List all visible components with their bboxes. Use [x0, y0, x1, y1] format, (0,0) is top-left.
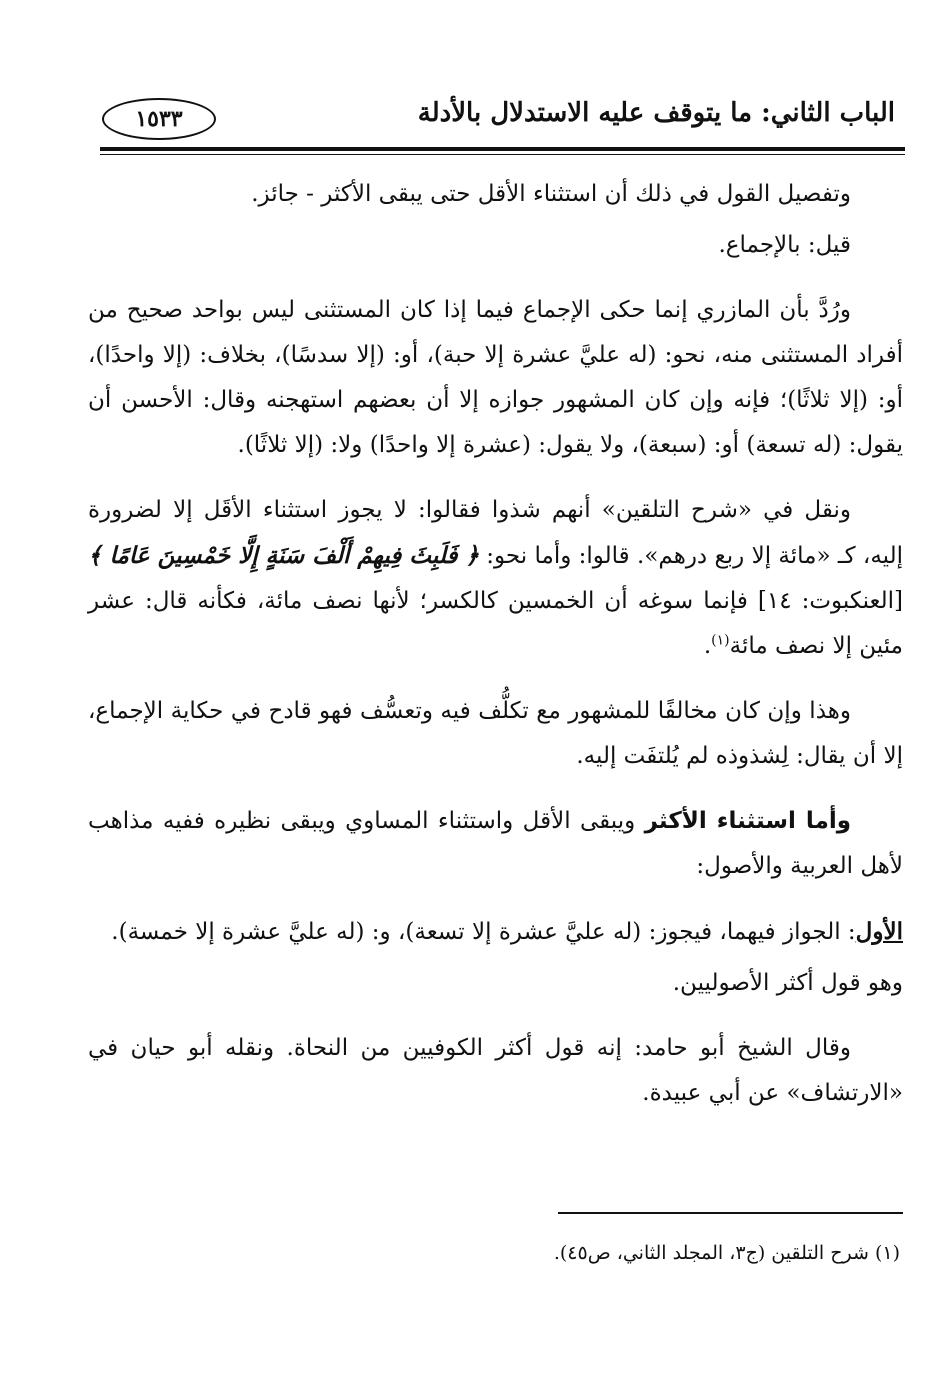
paragraph-6-lead: وأما استثناء الأكثر — [644, 808, 851, 834]
header-rule-thick — [100, 147, 905, 151]
paragraph-2: قيل: بالإجماع. — [718, 232, 851, 258]
header-rule-thin — [100, 154, 905, 155]
paragraph-6 — [88, 799, 903, 889]
paragraph-7-lead: الأول — [855, 918, 903, 945]
paragraph-4-text: ونقل في «شرح التلقين» أنهم شذوا فقالوا: لا يجوز استثناء الأقَل إلا لضرورة إليه، كـ «مائة إلا ربع درهم». قالوا: وأما نحو: — [88, 497, 903, 569]
chapter-title: الباب الثاني: ما يتوقف عليه الاستدلال بالأدلة — [417, 98, 895, 128]
paragraph-4-end: . — [703, 633, 712, 659]
paragraph-9: وقال الشيخ أبو حامد: إنه قول أكثر الكوفيين من النحاة. ونقله أبو حيان في «الارتشاف» عن أبي عبيدة. — [88, 1035, 903, 1106]
paragraph-6-text: ويبقى الأقل واستثناء المساوي ويبقى نظيره ففيه مذاهب لأهل العربية والأصول: — [88, 808, 903, 879]
paragraph-5: وهذا وإن كان مخالفًا للمشهور مع تكلُّف فيه وتعسُّف فهو قادح في حكاية الإجماع، إلا أن يقال: لِشذوذه لم يُلتفَت إليه. — [88, 698, 903, 769]
page-number: ١٥٣٣ — [102, 98, 216, 140]
footnote-separator — [558, 1212, 903, 1214]
paragraph-3: ورُدَّ بأن المازري إنما حكى الإجماع فيما إذا كان المستثنى ليس بواحد صحيح من أفراد المستثنى منه، نحو: (له عليَّ عشرة إلا حبة)، أو: (إلا سدسًا)، بخلاف: (إلا واحدًا)، أو: (إلا ثلاثًا)؛ فإنه وإن كان المشهور جوازه إلا أن بعضهم استهجنه وقال: الأحسن أن يقول: (له تسعة) أو: (سبعة)، ولا يقول: (عشرة إلا واحدًا) ولا: (إلا ثلاثًا). — [88, 297, 903, 458]
paragraph-4 — [88, 488, 903, 669]
page-header — [100, 92, 905, 144]
paragraph-7 — [88, 909, 903, 955]
paragraph-7-text: : الجواز فيهما، فيجوز: (له عليَّ عشرة إلا تسعة)، و: (له عليَّ عشرة إلا خمسة). — [111, 919, 856, 945]
paragraph-1: وتفصيل القول في ذلك أن استثناء الأقل حتى يبقى الأكثر - جائز. — [251, 181, 851, 207]
main-text — [88, 172, 903, 1136]
footnote-1: (١) شرح التلقين (ج٣، المجلد الثاني، ص٤٥). — [553, 1242, 900, 1264]
footnote-ref[interactable]: (١) — [711, 632, 730, 649]
quran-verse: ﴿ فَلَبِثَ فِيهِمْ أَلْفَ سَنَةٍ إِلَّا خَمْسِينَ عَامًا ﴾ — [88, 542, 479, 569]
paragraph-8: وهو قول أكثر الأصوليين. — [672, 970, 903, 996]
paragraph-4-text-cont: [العنكبوت: ١٤] فإنما سوغه أن الخمسين كالكسر؛ لأنها نصف مائة، فكأنه قال: عشر مئين إلا نصف مائة — [88, 588, 903, 659]
